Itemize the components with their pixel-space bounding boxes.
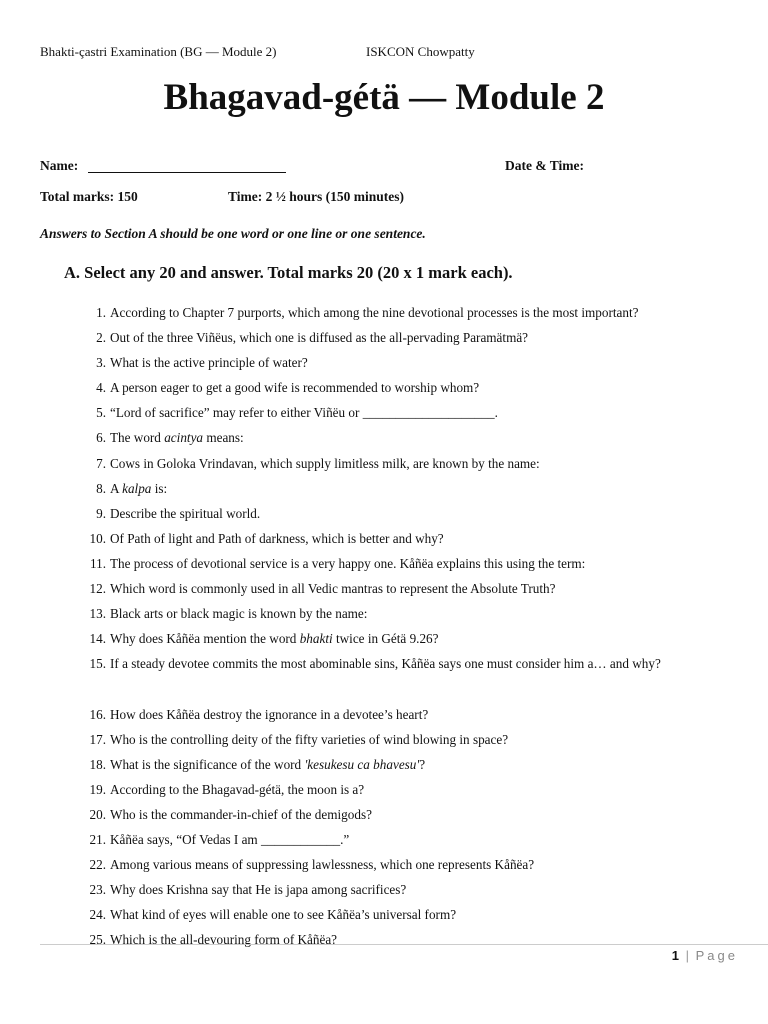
question-item <box>0 626 768 651</box>
question-item <box>0 526 768 551</box>
question-text: What is the significance of the word 'kesukesu ca bhavesu'? <box>110 756 426 772</box>
question-text: Black arts or black magic is known by the name: <box>110 606 368 622</box>
page-word: Page <box>695 948 738 963</box>
question-item <box>0 852 768 877</box>
question-item <box>0 501 768 526</box>
name-field-line <box>88 172 286 173</box>
question-number: 3. <box>96 355 106 371</box>
question-text: A kalpa is: <box>110 480 168 496</box>
question-text: Why does Kåñëa mention the word bhakti twice in Gétä 9.26? <box>110 631 439 647</box>
question-item <box>0 927 768 952</box>
name-label: Name: <box>40 158 79 173</box>
question-text: Why does Krishna say that He is japa among sacrifices? <box>110 882 407 898</box>
question-item <box>0 601 768 626</box>
question-text: What kind of eyes will enable one to see Kåñëa’s universal form? <box>110 907 457 923</box>
question-text: How does Kåñëa destroy the ignorance in a devotee’s heart? <box>110 706 429 722</box>
question-item <box>0 375 768 400</box>
question-item <box>0 802 768 827</box>
question-text: What is the active principle of water? <box>110 355 308 371</box>
question-number: 25. <box>89 932 106 948</box>
question-text: Who is the controlling deity of the fifty varieties of wind blowing in space? <box>110 731 509 747</box>
page-number: 1 <box>671 948 679 963</box>
question-text: Describe the spiritual world. <box>110 505 261 521</box>
question-number: 23. <box>89 882 106 898</box>
section-a-heading: A. Select any 20 and answer. Total marks 20 (20 x 1 mark each). <box>64 263 513 282</box>
question-number: 24. <box>89 907 106 923</box>
question-text: A person eager to get a good wife is recommended to worship whom? <box>110 380 480 396</box>
page-title: Bhagavad-gétä — Module 2 <box>163 77 605 118</box>
header-exam-title: Bhakti-çastri Examination (BG — Module 2) <box>40 44 277 59</box>
question-number: 14. <box>89 631 106 647</box>
question-number: 12. <box>89 581 106 597</box>
question-number: 5. <box>96 405 106 421</box>
question-item <box>0 451 768 476</box>
question-text: The word acintya means: <box>110 430 244 446</box>
question-item <box>0 576 768 601</box>
question-text: The process of devotional service is a very happy one. Kåñëa explains this using the term: <box>110 555 586 571</box>
footer-divider <box>40 944 768 945</box>
page-footer <box>672 948 738 963</box>
question-number: 11. <box>90 555 106 571</box>
question-text: If a steady devotee commits the most abominable sins, Kåñëa says one must consider him a… and why? <box>110 656 661 672</box>
question-text: According to the Bhagavad-gétä, the moon is a? <box>110 781 365 797</box>
question-item <box>0 702 768 727</box>
date-time-label: Date & Time: <box>505 158 584 173</box>
question-number: 19. <box>89 781 106 797</box>
question-item <box>0 777 768 802</box>
question-number: 20. <box>89 806 106 822</box>
total-marks: Total marks: 150 <box>40 189 138 204</box>
question-text: Out of the three Viñëus, which one is diffused as the all-pervading Paramätmä? <box>110 330 529 346</box>
section-instruction: Answers to Section A should be one word or one line or one sentence. <box>40 226 426 241</box>
question-number: 6. <box>96 430 106 446</box>
question-item <box>0 350 768 375</box>
question-item <box>0 727 768 752</box>
question-number: 22. <box>89 857 106 873</box>
question-item <box>0 300 768 325</box>
question-text: Among various means of suppressing lawlessness, which one represents Kåñëa? <box>110 857 535 873</box>
question-item <box>0 551 768 576</box>
question-number: 18. <box>89 756 106 772</box>
question-number: 13. <box>89 606 106 622</box>
question-number: 17. <box>89 731 106 747</box>
question-number: 15. <box>89 656 106 672</box>
question-text: Cows in Goloka Vrindavan, which supply limitless milk, are known by the name: <box>110 455 540 471</box>
question-number: 7. <box>96 455 106 471</box>
question-item <box>0 400 768 425</box>
question-item <box>0 476 768 501</box>
question-number: 1. <box>96 305 106 320</box>
question-number: 16. <box>89 706 106 722</box>
question-item <box>0 651 768 701</box>
question-number: 2. <box>96 330 106 346</box>
question-text: Which is the all-devouring form of Kåñëa? <box>110 932 338 948</box>
question-text: Of Path of light and Path of darkness, which is better and why? <box>110 530 444 546</box>
question-item <box>0 425 768 450</box>
question-item <box>0 827 768 852</box>
footer-separator: | <box>685 948 689 963</box>
question-number: 4. <box>96 380 106 396</box>
question-number: 21. <box>89 831 106 847</box>
question-list <box>0 300 768 952</box>
question-item <box>0 752 768 777</box>
question-item <box>0 902 768 927</box>
question-text: Who is the commander-in-chief of the demigods? <box>110 806 372 822</box>
question-text: Kåñëa says, “Of Vedas I am ____________.” <box>110 831 350 847</box>
question-text: Which word is commonly used in all Vedic mantras to represent the Absolute Truth? <box>110 581 556 597</box>
question-item <box>0 877 768 902</box>
question-text: According to Chapter 7 purports, which among the nine devotional processes is the most important? <box>110 305 639 320</box>
question-number: 9. <box>96 505 106 521</box>
question-item <box>0 325 768 350</box>
header-institution: ISKCON Chowpatty <box>366 44 475 59</box>
question-text: “Lord of sacrifice” may refer to either Viñëu or ____________________. <box>110 405 498 421</box>
exam-duration: Time: 2 ½ hours (150 minutes) <box>228 189 405 204</box>
question-number: 8. <box>96 480 106 496</box>
question-number: 10. <box>89 530 106 546</box>
